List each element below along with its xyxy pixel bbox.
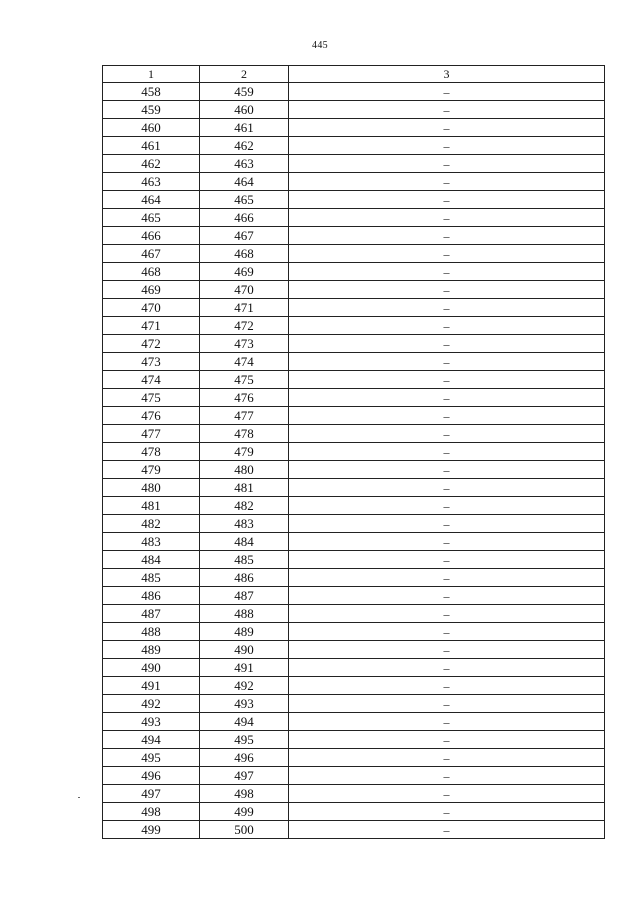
header-row (103, 66, 605, 83)
table-row (103, 749, 605, 767)
stray-mark (78, 797, 80, 798)
table-cell-col-2: 461 (200, 119, 289, 137)
table-cell-col-1: 498 (103, 803, 200, 821)
table-cell-col-1: 465 (103, 209, 200, 227)
table-cell-col-2: 481 (200, 479, 289, 497)
table-cell-col-3: – (289, 263, 605, 281)
column-header-3: 3 (289, 66, 605, 83)
table-cell-col-2: 472 (200, 317, 289, 335)
table-row (103, 803, 605, 821)
table-cell-col-3: – (289, 803, 605, 821)
table-row (103, 155, 605, 173)
table-cell-col-1: 472 (103, 335, 200, 353)
table-row (103, 191, 605, 209)
table-cell-col-3: – (289, 173, 605, 191)
table-cell-col-1: 484 (103, 551, 200, 569)
table-row (103, 497, 605, 515)
table-row (103, 353, 605, 371)
table-cell-col-2: 495 (200, 731, 289, 749)
table-row (103, 785, 605, 803)
table-row (103, 641, 605, 659)
table-row (103, 461, 605, 479)
table-row (103, 83, 605, 101)
table-cell-col-1: 463 (103, 173, 200, 191)
table-cell-col-3: – (289, 191, 605, 209)
table-cell-col-1: 477 (103, 425, 200, 443)
table-cell-col-3: – (289, 623, 605, 641)
table-cell-col-2: 488 (200, 605, 289, 623)
table-cell-col-2: 474 (200, 353, 289, 371)
table-cell-col-2: 468 (200, 245, 289, 263)
table-row (103, 587, 605, 605)
table-cell-col-2: 464 (200, 173, 289, 191)
table-cell-col-2: 469 (200, 263, 289, 281)
table-cell-col-1: 471 (103, 317, 200, 335)
table-cell-col-1: 499 (103, 821, 200, 839)
table-cell-col-1: 488 (103, 623, 200, 641)
table-cell-col-1: 497 (103, 785, 200, 803)
table-cell-col-2: 462 (200, 137, 289, 155)
table-cell-col-1: 486 (103, 587, 200, 605)
table-row (103, 101, 605, 119)
table-cell-col-2: 483 (200, 515, 289, 533)
table-cell-col-2: 490 (200, 641, 289, 659)
table-cell-col-2: 460 (200, 101, 289, 119)
table-cell-col-1: 458 (103, 83, 200, 101)
table-row (103, 209, 605, 227)
table-cell-col-3: – (289, 461, 605, 479)
table-row (103, 317, 605, 335)
table-row (103, 533, 605, 551)
table-row (103, 119, 605, 137)
table-cell-col-2: 494 (200, 713, 289, 731)
table-cell-col-3: – (289, 371, 605, 389)
column-header-2: 2 (200, 66, 289, 83)
table-cell-col-1: 474 (103, 371, 200, 389)
table-cell-col-1: 473 (103, 353, 200, 371)
table-cell-col-1: 467 (103, 245, 200, 263)
table-cell-col-1: 478 (103, 443, 200, 461)
table-cell-col-1: 479 (103, 461, 200, 479)
table-header (103, 66, 605, 83)
table-cell-col-2: 485 (200, 551, 289, 569)
table-cell-col-1: 480 (103, 479, 200, 497)
table-cell-col-2: 482 (200, 497, 289, 515)
table-cell-col-1: 462 (103, 155, 200, 173)
table-cell-col-2: 500 (200, 821, 289, 839)
table-row (103, 281, 605, 299)
table-cell-col-3: – (289, 785, 605, 803)
table-cell-col-2: 475 (200, 371, 289, 389)
table-cell-col-2: 465 (200, 191, 289, 209)
table-cell-col-3: – (289, 119, 605, 137)
table-cell-col-3: – (289, 659, 605, 677)
table-cell-col-2: 489 (200, 623, 289, 641)
table-cell-col-2: 479 (200, 443, 289, 461)
table-row (103, 137, 605, 155)
table-cell-col-2: 471 (200, 299, 289, 317)
table-cell-col-1: 487 (103, 605, 200, 623)
table-cell-col-1: 464 (103, 191, 200, 209)
table-cell-col-3: – (289, 299, 605, 317)
table-cell-col-2: 497 (200, 767, 289, 785)
table-cell-col-3: – (289, 353, 605, 371)
data-table (102, 65, 605, 839)
table-cell-col-3: – (289, 425, 605, 443)
table-cell-col-1: 483 (103, 533, 200, 551)
table-cell-col-3: – (289, 695, 605, 713)
table-cell-col-3: – (289, 767, 605, 785)
table-cell-col-1: 460 (103, 119, 200, 137)
table-row (103, 677, 605, 695)
table-row (103, 767, 605, 785)
table-cell-col-3: – (289, 155, 605, 173)
table-cell-col-3: – (289, 731, 605, 749)
table-cell-col-3: – (289, 281, 605, 299)
table-cell-col-3: – (289, 83, 605, 101)
table-row (103, 299, 605, 317)
table-cell-col-1: 468 (103, 263, 200, 281)
table-cell-col-1: 476 (103, 407, 200, 425)
column-header-1: 1 (103, 66, 200, 83)
table-cell-col-1: 489 (103, 641, 200, 659)
table-row (103, 713, 605, 731)
table-row (103, 695, 605, 713)
table-row (103, 227, 605, 245)
table-cell-col-1: 496 (103, 767, 200, 785)
table-cell-col-3: – (289, 587, 605, 605)
table-row (103, 407, 605, 425)
table-cell-col-2: 496 (200, 749, 289, 767)
page-number: 445 (312, 40, 328, 51)
table-row (103, 569, 605, 587)
table-row (103, 551, 605, 569)
table-cell-col-1: 493 (103, 713, 200, 731)
table-row (103, 425, 605, 443)
table-cell-col-2: 491 (200, 659, 289, 677)
table-cell-col-3: – (289, 443, 605, 461)
table-cell-col-3: – (289, 101, 605, 119)
table-cell-col-3: – (289, 227, 605, 245)
table-cell-col-1: 485 (103, 569, 200, 587)
table-cell-col-3: – (289, 749, 605, 767)
table-row (103, 731, 605, 749)
table-cell-col-3: – (289, 515, 605, 533)
table-cell-col-3: – (289, 245, 605, 263)
table-row (103, 389, 605, 407)
table-cell-col-2: 467 (200, 227, 289, 245)
table-cell-col-3: – (289, 317, 605, 335)
table-cell-col-1: 470 (103, 299, 200, 317)
table-cell-col-1: 481 (103, 497, 200, 515)
table-cell-col-2: 498 (200, 785, 289, 803)
table-row (103, 263, 605, 281)
table-row (103, 821, 605, 839)
table-cell-col-3: – (289, 407, 605, 425)
table-cell-col-2: 463 (200, 155, 289, 173)
table-cell-col-1: 466 (103, 227, 200, 245)
table-cell-col-3: – (289, 569, 605, 587)
table-cell-col-1: 491 (103, 677, 200, 695)
table-cell-col-2: 459 (200, 83, 289, 101)
table-row (103, 173, 605, 191)
table-cell-col-1: 475 (103, 389, 200, 407)
table-cell-col-3: – (289, 389, 605, 407)
table-cell-col-2: 492 (200, 677, 289, 695)
table-row (103, 443, 605, 461)
table-row (103, 605, 605, 623)
table-cell-col-3: – (289, 713, 605, 731)
table-row (103, 623, 605, 641)
table-row (103, 479, 605, 497)
table-cell-col-2: 484 (200, 533, 289, 551)
table-cell-col-3: – (289, 605, 605, 623)
table-cell-col-2: 477 (200, 407, 289, 425)
table-cell-col-1: 459 (103, 101, 200, 119)
table-cell-col-2: 493 (200, 695, 289, 713)
table-cell-col-3: – (289, 533, 605, 551)
table-cell-col-1: 494 (103, 731, 200, 749)
table-cell-col-1: 495 (103, 749, 200, 767)
table-cell-col-1: 492 (103, 695, 200, 713)
table-cell-col-2: 499 (200, 803, 289, 821)
table-cell-col-2: 476 (200, 389, 289, 407)
table-row (103, 371, 605, 389)
table-cell-col-2: 486 (200, 569, 289, 587)
table-cell-col-3: – (289, 137, 605, 155)
table-cell-col-2: 480 (200, 461, 289, 479)
table-cell-col-2: 466 (200, 209, 289, 227)
table-cell-col-3: – (289, 677, 605, 695)
table-cell-col-3: – (289, 335, 605, 353)
table-cell-col-2: 470 (200, 281, 289, 299)
table-cell-col-1: 490 (103, 659, 200, 677)
table-cell-col-3: – (289, 551, 605, 569)
table-body (103, 83, 605, 839)
table-cell-col-3: – (289, 209, 605, 227)
table-cell-col-3: – (289, 479, 605, 497)
table-cell-col-1: 469 (103, 281, 200, 299)
table-row (103, 659, 605, 677)
table-row (103, 335, 605, 353)
table-cell-col-2: 478 (200, 425, 289, 443)
table-cell-col-1: 482 (103, 515, 200, 533)
table-cell-col-3: – (289, 497, 605, 515)
table-cell-col-2: 473 (200, 335, 289, 353)
table-cell-col-2: 487 (200, 587, 289, 605)
table-cell-col-3: – (289, 641, 605, 659)
table-row (103, 515, 605, 533)
table-cell-col-1: 461 (103, 137, 200, 155)
table-cell-col-3: – (289, 821, 605, 839)
table-row (103, 245, 605, 263)
